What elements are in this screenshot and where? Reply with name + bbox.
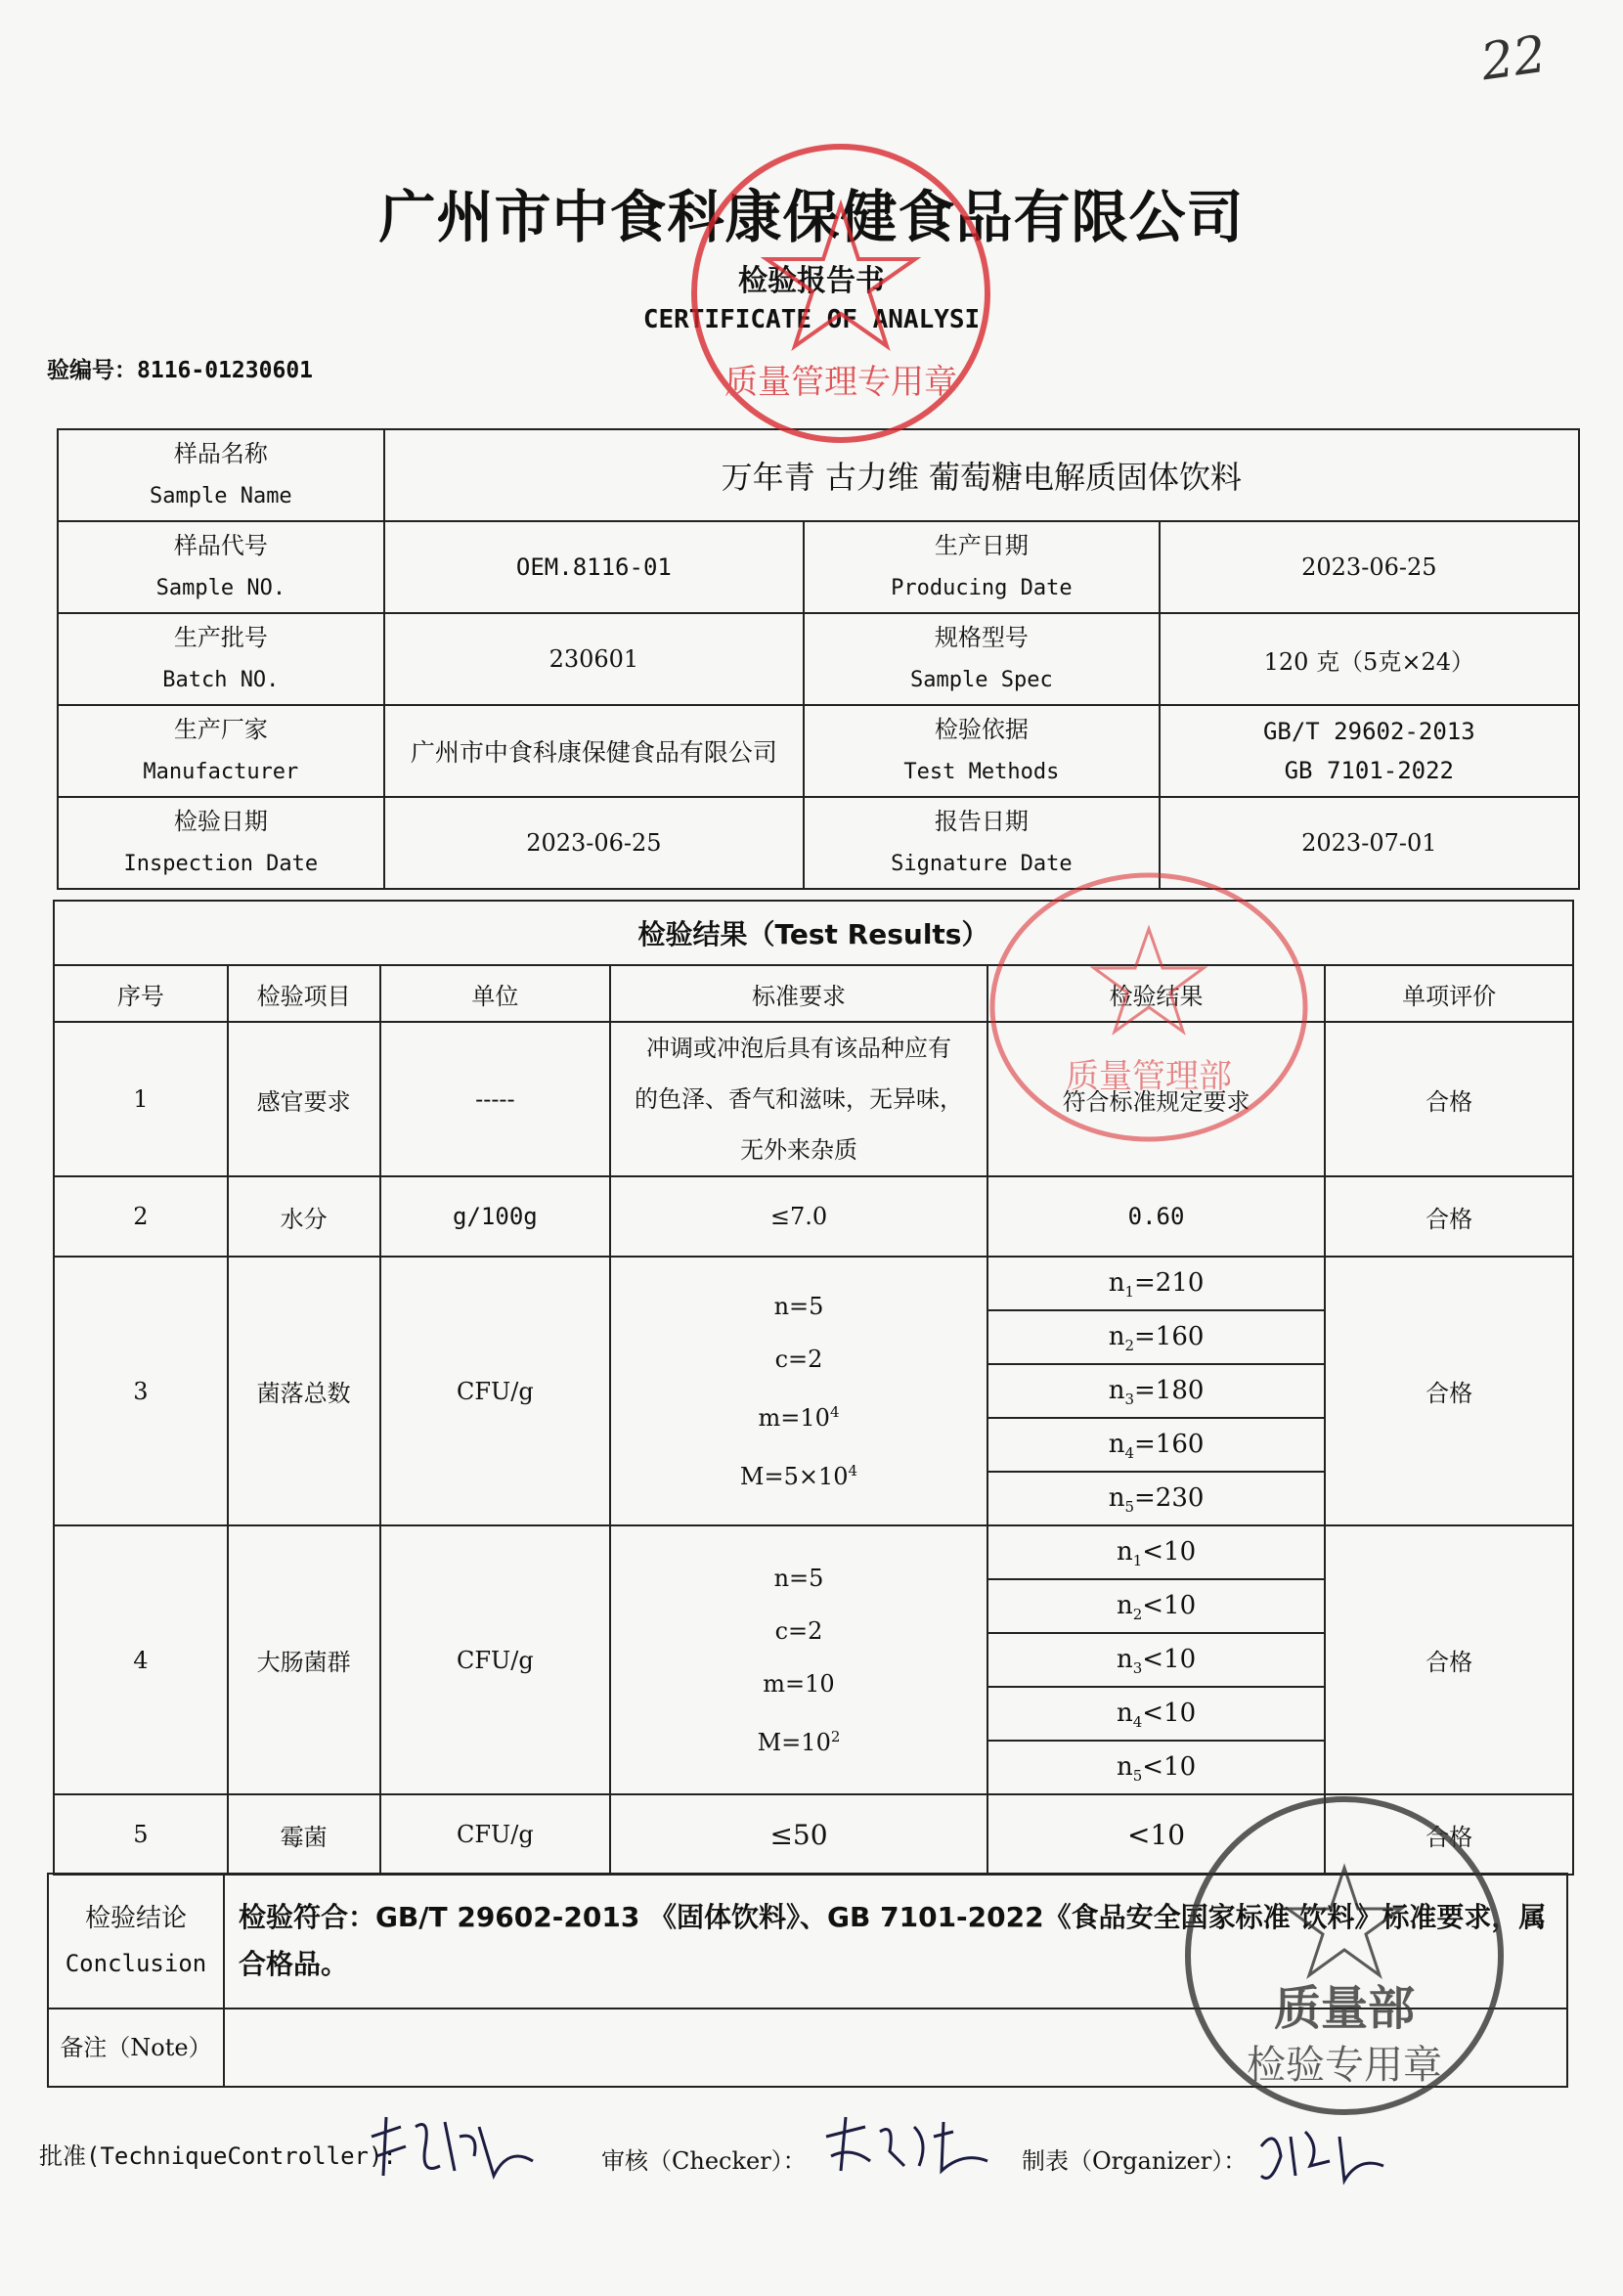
sample-name-label: 样品名称 Sample Name <box>58 429 384 521</box>
row-unit: CFU/g <box>380 1794 611 1875</box>
info-table <box>57 428 1580 890</box>
row-no: 3 <box>54 1257 228 1525</box>
row-requirement: ≤7.0 <box>610 1176 987 1257</box>
signature-date-value: 2023-07-01 <box>1160 797 1579 889</box>
inspection-date-label: 检验日期 Inspection Date <box>58 797 384 889</box>
company-title: 广州市中食科康保健食品有限公司 <box>378 184 1245 250</box>
manufacturer-value: 广州市中食科康保健食品有限公司 <box>384 705 804 797</box>
row-requirement: n=5 c=2 $m=10^4$ $M=5\times 10^4$ <box>610 1257 987 1525</box>
spec-label: 规格型号 Sample Spec <box>804 613 1160 705</box>
note-value <box>224 2009 1567 2087</box>
result-sample-2: $n_2<10$ <box>988 1580 1325 1634</box>
row-no: 5 <box>54 1794 228 1875</box>
report-number-value: 8116-01230601 <box>137 358 314 383</box>
row-requirement: n=5 c=2 m=10 $M=10^2$ <box>610 1525 987 1794</box>
manufacturer-label: 生产厂家 Manufacturer <box>58 705 384 797</box>
sample-no-label: 样品代号 Sample NO. <box>58 521 384 613</box>
stamp-text-top: 质量管理专用章 <box>724 363 957 402</box>
row-no: 1 <box>54 1022 228 1176</box>
row-evaluation: 合格 <box>1325 1257 1573 1525</box>
results-title: 检验结果（Test Results） <box>54 901 1573 965</box>
corner-mark: 22 <box>1477 24 1551 93</box>
test-methods-value: GB/T 29602-2013 GB 7101-2022 <box>1160 705 1579 797</box>
header-requirement: 标准要求 <box>610 965 987 1022</box>
inspection-date-value: 2023-06-25 <box>384 797 804 889</box>
row-item: 水分 <box>228 1176 380 1257</box>
header-result: 检验结果 <box>987 965 1326 1022</box>
result-sample-5: $n_5=230$ <box>1108 1483 1205 1517</box>
row-requirement: 冲调或冲泡后具有该品种应有 的色泽、香气和滋味，无异味， 无外来杂质 <box>610 1022 987 1176</box>
row-evaluation: 合格 <box>1325 1794 1573 1875</box>
result-sample-4: $n_4<10$ <box>988 1688 1325 1742</box>
batch-no-value: 230601 <box>384 613 804 705</box>
spec-value: 120 克（5克×24） <box>1160 613 1579 705</box>
result-sample-2: $n_2=160$ <box>988 1311 1325 1365</box>
report-title-en: CERTIFICATE OF ANALYSI <box>642 305 981 334</box>
test-methods-label: 检验依据 Test Methods <box>804 705 1160 797</box>
row-evaluation: 合格 <box>1325 1022 1573 1176</box>
checker-label: 审核（Checker）： <box>601 2147 807 2175</box>
row-evaluation: 合格 <box>1325 1176 1573 1257</box>
checker-signature <box>816 2112 1002 2181</box>
row-item: 霉菌 <box>228 1794 380 1875</box>
row-result: <10 <box>987 1794 1326 1875</box>
signature-date-label: 报告日期 Signature Date <box>804 797 1160 889</box>
report-number <box>47 352 313 384</box>
row-unit: ----- <box>380 1022 611 1176</box>
stamp-text-middle: 质量管理部 <box>1066 1057 1232 1096</box>
header-evaluation: 单项评价 <box>1325 965 1573 1022</box>
table-row <box>54 1794 1573 1875</box>
row-unit: g/100g <box>380 1176 611 1257</box>
conclusion-table <box>47 1873 1568 2088</box>
organizer-label: 制表（Organizer）： <box>1022 2147 1248 2175</box>
conclusion-label: 检验结论 Conclusion <box>48 1874 224 2009</box>
header-no: 序号 <box>54 965 228 1022</box>
row-no: 2 <box>54 1176 228 1257</box>
row-result: 0.60 <box>987 1176 1326 1257</box>
result-sample-3: $n_3<10$ <box>988 1634 1325 1688</box>
results-table <box>53 900 1574 1876</box>
table-row <box>54 1257 1573 1525</box>
row-result: 符合标准规定要求 <box>987 1022 1326 1176</box>
report-number-label: 验编号： <box>47 358 137 383</box>
batch-no-label: 生产批号 Batch NO. <box>58 613 384 705</box>
stamp-text-dept: 质量部 <box>1273 1981 1416 2036</box>
header-unit: 单位 <box>380 965 611 1022</box>
producing-date-value: 2023-06-25 <box>1160 521 1579 613</box>
row-evaluation: 合格 <box>1325 1525 1573 1794</box>
conclusion-text: 检验符合：GB/T 29602-2013 《固体饮料》、GB 7101-2022《食品安全国家标准 饮料》标准要求，属合格品。 <box>224 1874 1567 2009</box>
row-item: 菌落总数 <box>228 1257 380 1525</box>
result-sample-1: $n_1<10$ <box>988 1526 1325 1580</box>
table-row <box>54 1525 1573 1794</box>
table-row <box>54 1022 1573 1176</box>
row-requirement: ≤50 <box>610 1794 987 1875</box>
row-unit: CFU/g <box>380 1257 611 1525</box>
stamp-text-inspect: 检验专用章 <box>1247 2043 1442 2088</box>
producing-date-label: 生产日期 Producing Date <box>804 521 1160 613</box>
report-title: 检验报告书 <box>738 264 885 298</box>
sample-name-value: 万年青 古力维 葡萄糖电解质固体饮料 <box>384 429 1579 521</box>
result-sample-4: $n_4=160$ <box>988 1419 1325 1473</box>
row-unit: CFU/g <box>380 1525 611 1794</box>
note-label: 备注（Note） <box>48 2009 224 2087</box>
result-sample-5: $n_5<10$ <box>1116 1752 1197 1786</box>
result-sample-1: $n_1=210$ <box>988 1258 1325 1311</box>
row-result <box>987 1525 1326 1794</box>
result-sample-3: $n_3=180$ <box>988 1365 1325 1419</box>
header-item: 检验项目 <box>228 965 380 1022</box>
row-result <box>987 1257 1326 1525</box>
controller-label: 批准(TechniqueController): <box>39 2142 397 2170</box>
controller-signature <box>362 2107 548 2186</box>
row-item: 大肠菌群 <box>228 1525 380 1794</box>
sample-no-value: OEM.8116-01 <box>384 521 804 613</box>
row-no: 4 <box>54 1525 228 1794</box>
row-item: 感官要求 <box>228 1022 380 1176</box>
table-row <box>54 1176 1573 1257</box>
organizer-signature <box>1251 2117 1398 2195</box>
